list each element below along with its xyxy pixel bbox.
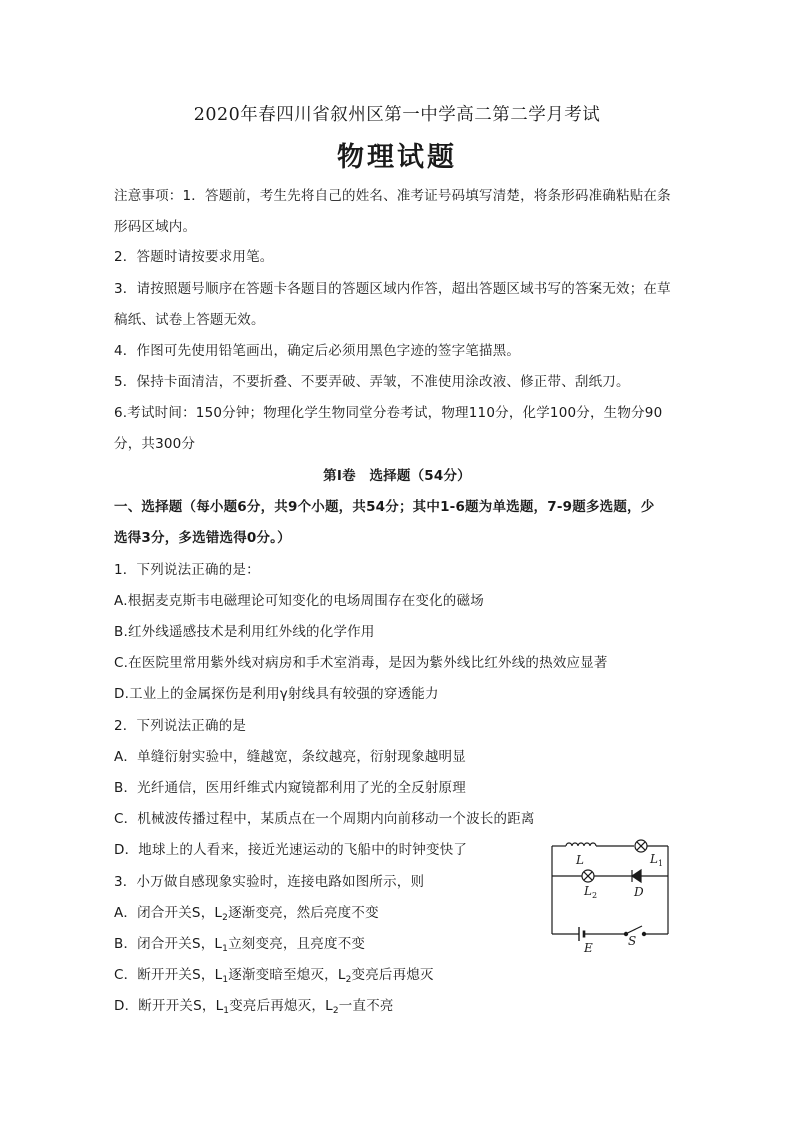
- lamp-l2-label: $L_2$: [584, 884, 598, 900]
- q3-option-b: B．闭合开关S，$L_1$立刻变亮，且亮度不变: [114, 936, 366, 954]
- lamp-l1-icon: [635, 840, 647, 852]
- lamp-l1-label: $L_1$: [650, 852, 664, 868]
- diode-label: D: [634, 885, 644, 899]
- exam-title: 2020年春四川省叙州区第一中学高二第二学月考试: [193, 105, 601, 125]
- battery-icon: [579, 927, 584, 941]
- q2-option-b: B．光纤通信，医用纤维式内窥镜都利用了光的全反射原理: [114, 780, 466, 796]
- section-title: 第Ⅰ卷 选择题（54分）: [323, 468, 471, 484]
- q3-option-c: C．断开开关S，$L_1$逐渐变暗至熄灭，$L_2$变亮后再熄灭: [114, 967, 434, 985]
- q1-option-b: B.红外线遥感技术是利用红外线的化学作用: [114, 624, 375, 640]
- q2-option-c: C．机械波传播过程中，某质点在一个周期内向前移动一个波长的距离: [114, 811, 535, 827]
- note-6-cont: 分，共300分: [114, 436, 196, 452]
- q3-stem: 3．小万做自感现象实验时，连接电路如图所示，则: [114, 874, 425, 890]
- note-6: 6.考试时间：150分钟；物理化学生物同堂分卷考试，物理110分，化学100分，生物分90: [114, 405, 663, 421]
- section-instructions: 一、选择题（每小题6分，共9个小题，共54分；其中1-6题为单选题，7-9题多选题，少: [114, 499, 655, 515]
- diode-icon: [632, 870, 641, 882]
- note-5: 5．保持卡面清洁，不要折叠、不要弄破、弄皱，不准使用涂改液、修正带、刮纸刀。: [114, 374, 630, 390]
- subject-title: 物理试题: [337, 142, 457, 173]
- battery-label: E: [584, 941, 593, 955]
- switch-label: S: [628, 934, 637, 948]
- q2-stem: 2．下列说法正确的是: [114, 718, 247, 734]
- q2-option-a: A．单缝衍射实验中，缝越宽，条纹越亮，衍射现象越明显: [114, 749, 466, 765]
- q2-option-d: D．地球上的人看来，接近光速运动的飞船中的时钟变快了: [114, 842, 468, 858]
- note-4: 4．作图可先使用铅笔画出，确定后必须用黑色字迹的签字笔描黑。: [114, 343, 521, 359]
- q1-option-d: D.工业上的金属探伤是利用γ射线具有较强的穿透能力: [114, 686, 439, 702]
- q1-stem: 1．下列说法正确的是：: [114, 562, 260, 578]
- q1-option-a: A.根据麦克斯韦电磁理论可知变化的电场周围存在变化的磁场: [114, 593, 484, 609]
- section-instructions-cont: 选得3分，多选错选得0分。）: [114, 530, 291, 546]
- note-1-cont: 形码区域内。: [114, 219, 197, 235]
- inductor-label: L: [576, 853, 584, 867]
- note-3: 3．请按照题号顺序在答题卡各题目的答题区域内作答，超出答题区域书写的答案无效；在草: [114, 281, 671, 297]
- note-2: 2．答题时请按要求用笔。: [114, 249, 274, 265]
- lamp-l2-icon: [582, 870, 594, 882]
- q3-option-d: D．断开开关S，$L_1$变亮后再熄灭，$L_2$一直不亮: [114, 998, 394, 1016]
- inductor-coil: [566, 843, 596, 846]
- circuit-diagram: [546, 834, 674, 958]
- q3-option-a: A．闭合开关S，$L_2$逐渐变亮，然后亮度不变: [114, 905, 379, 923]
- q1-option-c: C.在医院里常用紫外线对病房和手术室消毒，是因为紫外线比红外线的热效应显著: [114, 655, 608, 671]
- note-1: 注意事项：1．答题前，考生先将自己的姓名、准考证号码填写清楚，将条形码准确粘贴在条: [114, 188, 671, 204]
- note-3-cont: 稿纸、试卷上答题无效。: [114, 312, 265, 328]
